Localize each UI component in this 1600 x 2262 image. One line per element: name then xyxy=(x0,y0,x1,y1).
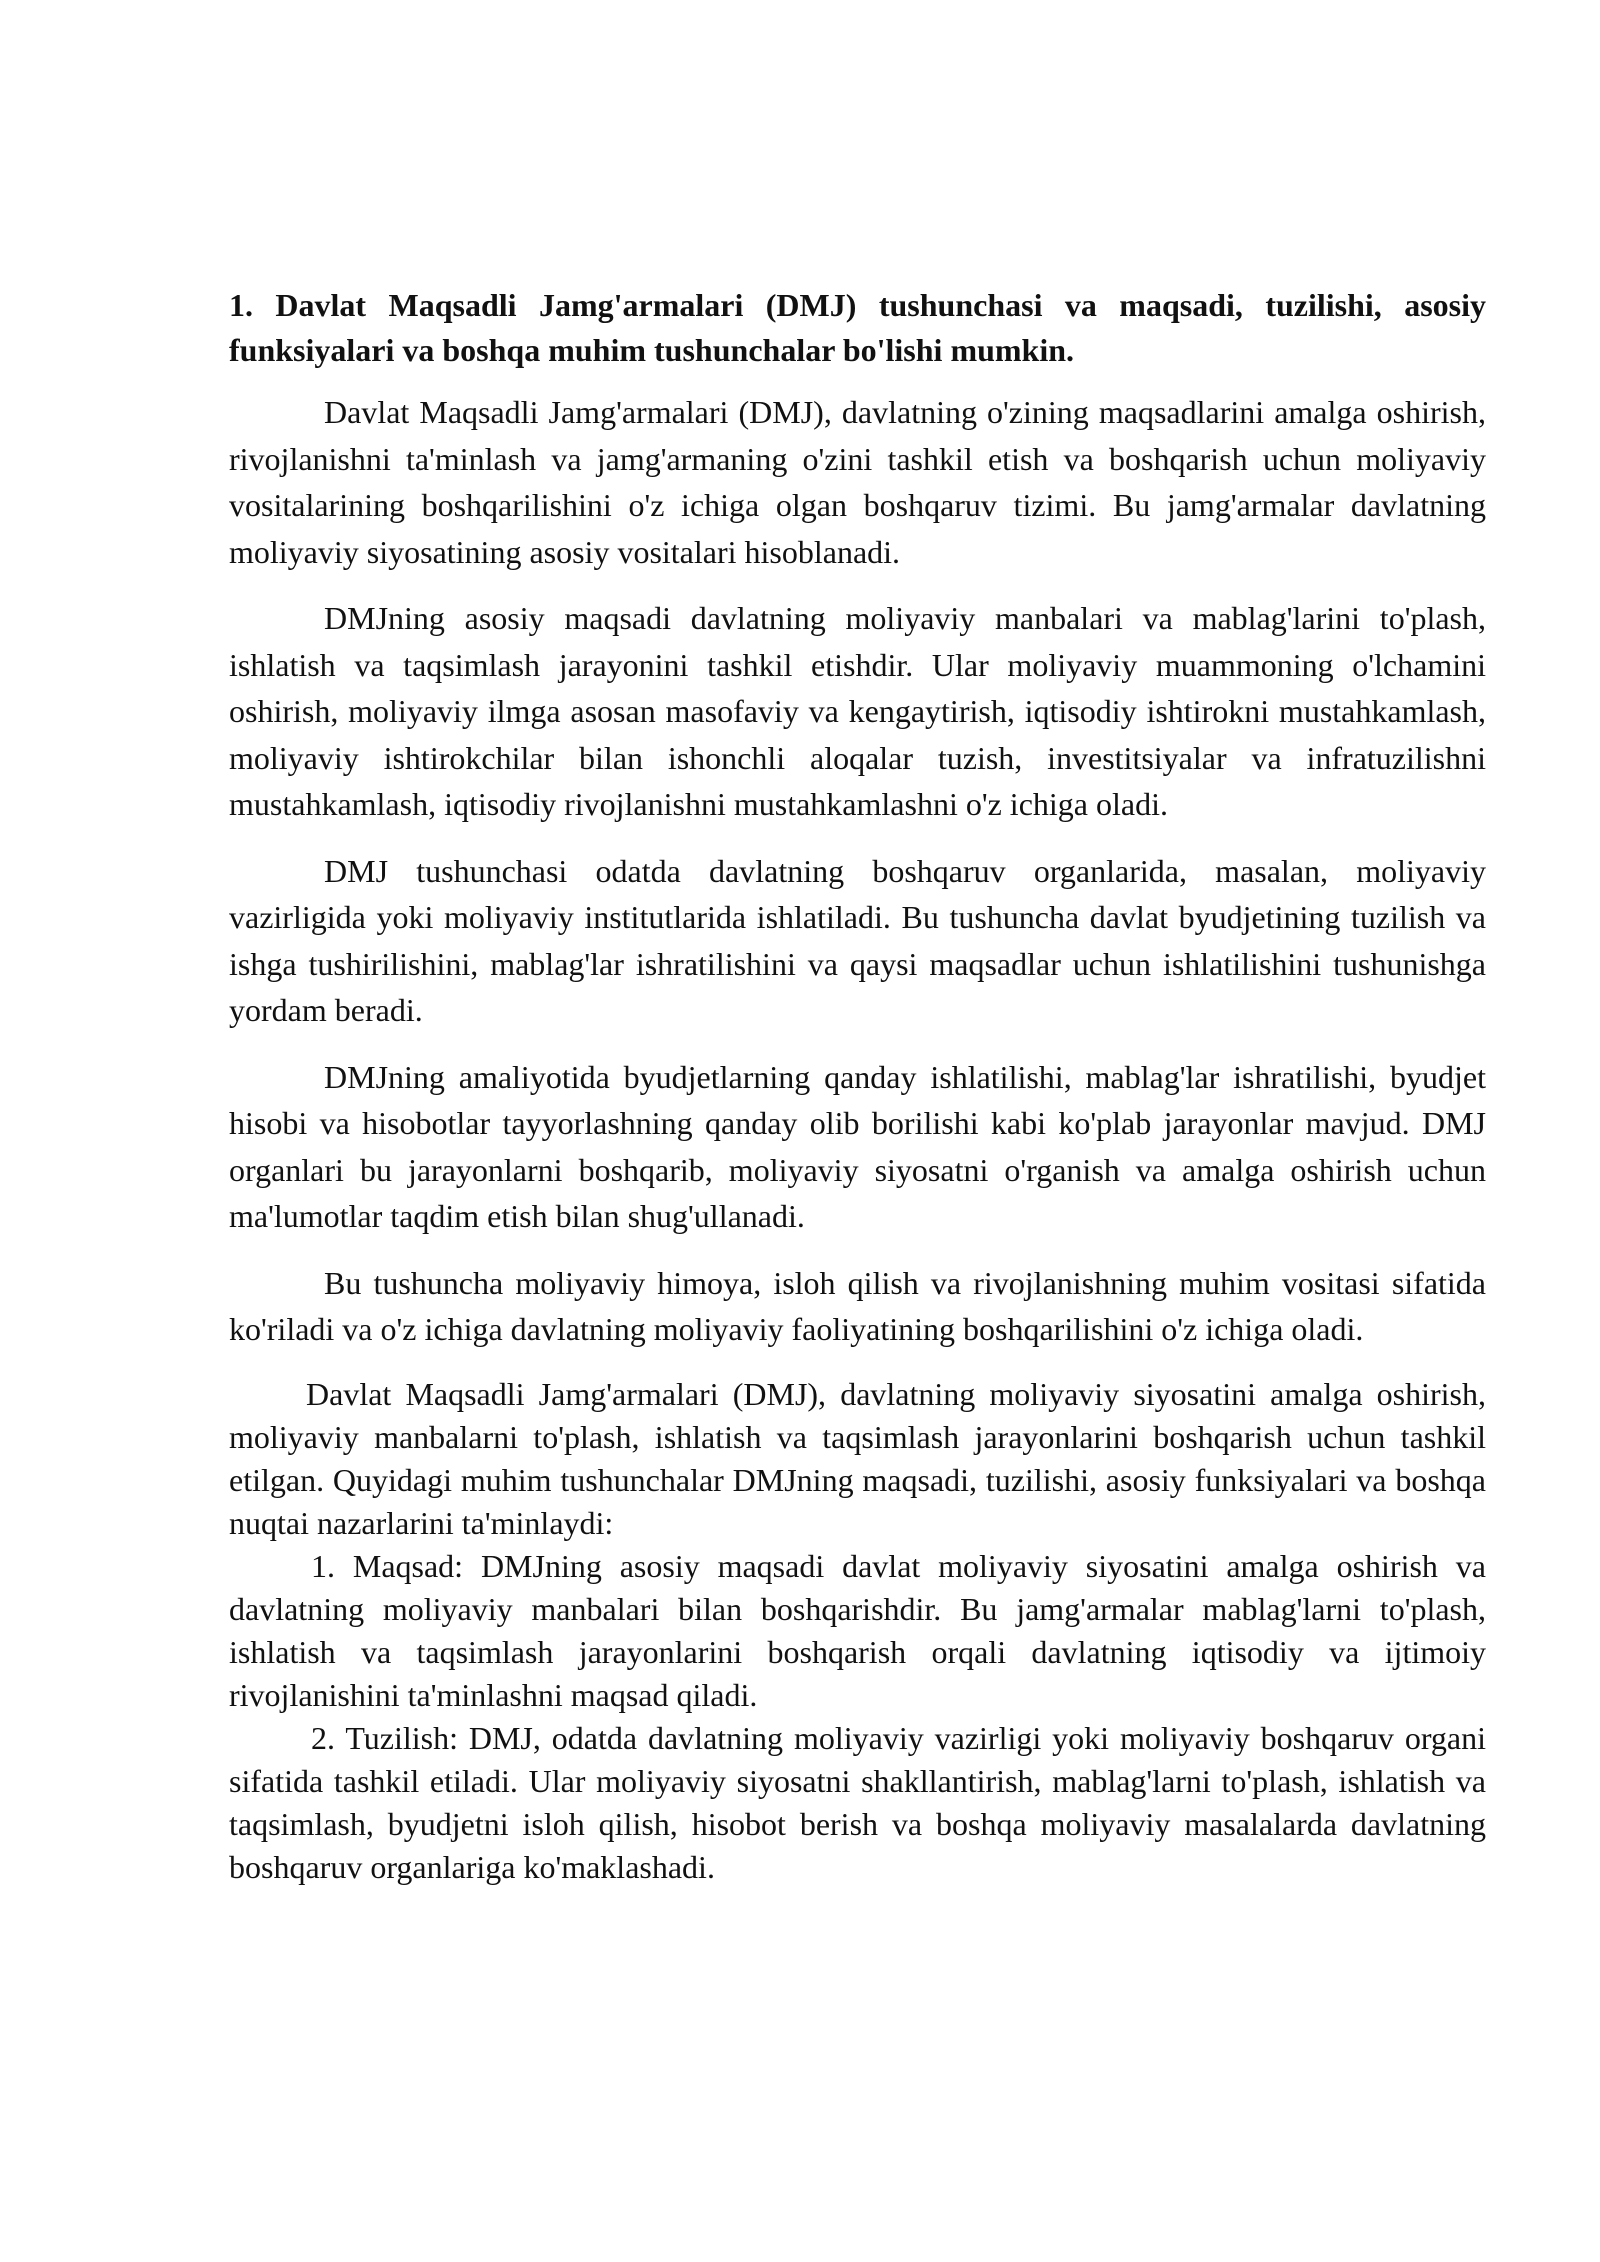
paragraph-significance: Bu tushuncha moliyaviy himoya, isloh qilish va rivojlanishning muhim vositasi sifatida ko'riladi va o'z ichiga davlatning moliyaviy faoliyatining boshqarilishini o'z ichiga oladi. xyxy=(229,1264,1486,1347)
list-item-goal: 1. Maqsad: DMJning asosiy maqsadi davlat moliyaviy siyosatini amalga oshirish va davlatning moliyaviy manbalari bilan boshqarishdir. Bu jamg'armalar mablag'larni to'plash, ishlatish va taqsimlash jarayonlarini boshqarish orqali davlatning iqtisodiy va ijtimoiy rivojlanishini ta'minlashni maqsad qiladi. xyxy=(229,1547,1486,1713)
paragraph-intro: Davlat Maqsadli Jamg'armalari (DMJ), davlatning moliyaviy siyosatini amalga oshirish, moliyaviy manbalarni to'plash, ishlatish va taqsimlash jarayonlarini boshqarish uchun tashkil etilgan. Quyidagi muhim tushunchalar DMJning maqsadi, tuzilishi, asosiy funksiyalari va boshqa nuqtai nazarlarini ta'minlaydi: xyxy=(229,1375,1486,1541)
paragraph-usage: DMJ tushunchasi odatda davlatning boshqaruv organlarida, masalan, moliyaviy vazirligida yoki moliyaviy institutlarida ishlatiladi. Bu tushuncha davlat byudjetining tuzilish va ishga tushirilishini, mablag'lar ishratilishini va qaysi maqsadlar uchun ishlatilishini tushunishga yordam beradi. xyxy=(229,852,1486,1028)
paragraph-practice: DMJning amaliyotida byudjetlarning qanday ishlatilishi, mablag'lar ishratilishi, byudjet hisobi va hisobotlar tayyorlashning qanday olib borilishi kabi ko'plab jarayonlar mavjud. DMJ organlari bu jarayonlarni boshqarib, moliyaviy siyosatni o'rganish va amalga oshirish uchun ma'lumotlar taqdim etish bilan shug'ullanadi. xyxy=(229,1058,1486,1234)
paragraph-main-goal: DMJning asosiy maqsadi davlatning moliyaviy manbalari va mablag'larini to'plash, ishlatish va taqsimlash jarayonini tashkil etishdir. Ular moliyaviy muammoning o'lchamini oshirish, moliyaviy ilmga asosan masofaviy va kengaytirish, iqtisodiy ishtirokni mustahkamlash, moliyaviy ishtirokchilar bilan ishonchli aloqalar tuzish, investitsiyalar va infratuzilishni mustahkamlash, iqtisodiy rivojlanishni mustahkamlashni o'z ichiga oladi. xyxy=(229,600,1486,822)
document-page xyxy=(229,283,1486,1889)
section-heading: 1. Davlat Maqsadli Jamg'armalari (DMJ) tushunchasi va maqsadi, tuzilishi, asosiy funksiyalari va boshqa muhim tushunchalar bo'lishi mumkin. xyxy=(229,287,1486,368)
list-item-structure: 2. Tuzilish: DMJ, odatda davlatning moliyaviy vazirligi yoki moliyaviy boshqaruv organi sifatida tashkil etiladi. Ular moliyaviy siyosatni shakllantirish, mablag'larni to'plash, ishlatish va taqsimlash, byudjetni isloh qilish, hisobot berish va boshqa moliyaviy masalalarda davlatning boshqaruv organlariga ko'maklashadi. xyxy=(229,1719,1486,1885)
paragraph-definition: Davlat Maqsadli Jamg'armalari (DMJ), davlatning o'zining maqsadlarini amalga oshirish, rivojlanishni ta'minlash va jamg'armaning o'zini tashkil etish va boshqarish uchun moliyaviy vositalarining boshqarilishini o'z ichiga olgan boshqaruv tizimi. Bu jamg'armalar davlatning moliyaviy siyosatining asosiy vositalari hisoblanadi. xyxy=(229,394,1486,570)
numbered-list xyxy=(229,1545,1486,1889)
